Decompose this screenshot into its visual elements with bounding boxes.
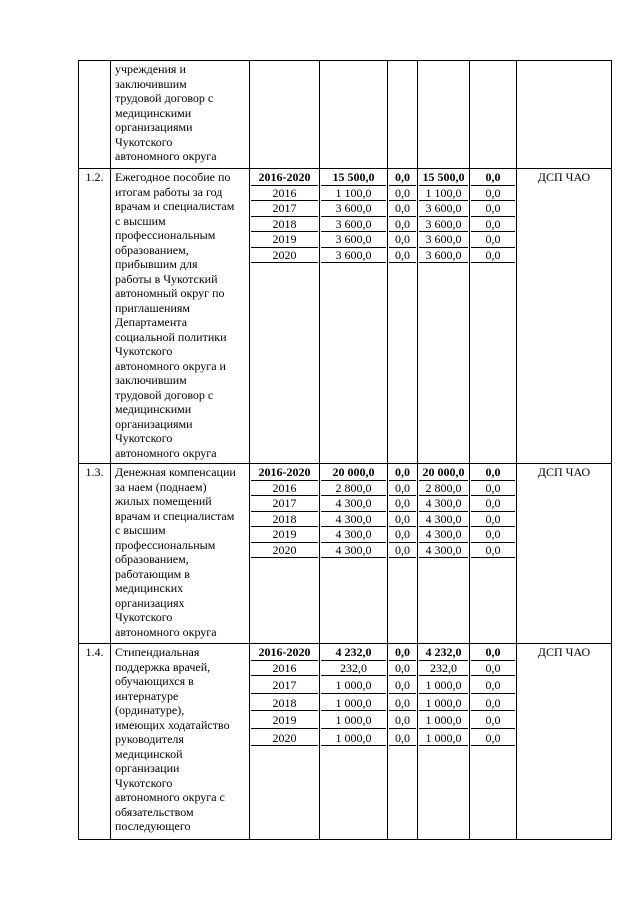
regional-cell: 4 300,0	[419, 527, 468, 543]
federal-cell: 0,0	[389, 170, 416, 186]
total-cell: 3 600,0	[321, 248, 386, 264]
year-cell: 2016	[251, 186, 318, 202]
federal-cell: 0,0	[389, 248, 416, 264]
executor: ДСП ЧАО	[517, 464, 612, 644]
name-line: медицинских	[115, 581, 184, 595]
federal-cell: 0,0	[389, 527, 416, 543]
name-line: Департамента	[115, 315, 188, 329]
name-line: интернатуре	[115, 688, 179, 703]
federal-cell: 0,0	[389, 217, 416, 233]
regional-cell: 20 000,0	[419, 465, 468, 481]
name-line: поддержка врачей,	[115, 659, 211, 674]
name-line: профессиональным	[115, 228, 216, 242]
federal-cell: 0,0	[389, 543, 416, 559]
other-cell: 0,0	[471, 186, 515, 202]
regional-cell: 232,0	[419, 661, 468, 677]
total-cell: 1 000,0	[321, 696, 386, 712]
years-col	[250, 61, 320, 169]
regional-cell: 4 300,0	[419, 496, 468, 512]
table-row	[79, 61, 612, 169]
year-cell: 2016	[251, 661, 318, 677]
name-line: работающим в	[115, 566, 190, 581]
name-line: автономного округа	[115, 445, 217, 460]
other-cell: 0,0	[471, 512, 515, 528]
federal-cell: 0,0	[389, 232, 416, 248]
other-cell: 0,0	[471, 713, 515, 729]
other-cell: 0,0	[471, 170, 515, 186]
name-line: медицинскими	[115, 402, 192, 416]
table-body	[79, 61, 612, 840]
regional-col	[418, 644, 470, 840]
total-cell: 4 300,0	[321, 496, 386, 512]
regional-cell: 1 000,0	[419, 696, 468, 712]
name-line: медицинскими	[115, 105, 192, 120]
name-line: медицинской	[115, 746, 183, 761]
regional-cell: 4 232,0	[419, 645, 468, 661]
name-line: организациями	[115, 416, 193, 431]
table-row	[79, 464, 612, 644]
federal-cell: 0,0	[389, 512, 416, 528]
name-line: жилых помещений	[115, 494, 212, 508]
other-cell: 0,0	[471, 661, 515, 677]
total-cell: 1 100,0	[321, 186, 386, 202]
total-cell: 232,0	[321, 661, 386, 677]
name-line: заключившим	[115, 76, 187, 91]
year-cell: 2020	[251, 543, 318, 559]
other-cell: 0,0	[471, 678, 515, 694]
other-col	[470, 644, 517, 840]
total-cell: 4 300,0	[321, 527, 386, 543]
name-line: врачам и специалистам	[115, 199, 235, 213]
executor: ДСП ЧАО	[517, 169, 612, 464]
year-cell: 2019	[251, 232, 318, 248]
federal-col	[388, 644, 418, 840]
other-cell: 0,0	[471, 527, 515, 543]
total-cell: 3 600,0	[321, 232, 386, 248]
other-cell: 0,0	[471, 201, 515, 217]
executor	[517, 61, 612, 169]
federal-cell: 0,0	[389, 496, 416, 512]
year-cell: 2019	[251, 527, 318, 543]
row-number: 1.2.	[79, 169, 111, 464]
total-col	[320, 464, 388, 644]
name-line: автономного округа	[115, 624, 217, 639]
name-line: руководителя	[115, 732, 184, 746]
table-row	[79, 644, 612, 840]
name-line: Чукотского	[115, 610, 173, 624]
name-line: трудовой договор с	[115, 387, 214, 402]
total-col	[320, 644, 388, 840]
year-cell: 2016-2020	[251, 465, 318, 481]
year-cell: 2020	[251, 248, 318, 264]
name-line: приглашениям	[115, 300, 190, 315]
name-line: Ежегодное пособие по	[115, 170, 231, 184]
row-number: 1.4.	[79, 644, 111, 840]
other-cell: 0,0	[471, 731, 515, 747]
name-line: последующего	[115, 819, 191, 833]
year-cell: 2020	[251, 731, 318, 747]
federal-col	[388, 464, 418, 644]
name-line: образованием,	[115, 552, 189, 566]
measure-name	[111, 61, 250, 169]
federal-cell: 0,0	[389, 481, 416, 497]
year-cell: 2017	[251, 201, 318, 217]
year-cell: 2018	[251, 696, 318, 712]
name-line: Чукотского	[115, 344, 173, 358]
total-col	[320, 169, 388, 464]
name-line: профессиональным	[115, 537, 216, 552]
federal-cell: 0,0	[389, 645, 416, 661]
name-line: Чукотского	[115, 775, 173, 790]
program-table	[78, 60, 612, 840]
regional-cell: 3 600,0	[419, 201, 468, 217]
name-line: социальной политики	[115, 329, 227, 344]
name-line: трудовой договор с	[115, 91, 214, 105]
name-line: с высшим	[115, 523, 166, 537]
executor: ДСП ЧАО	[517, 644, 612, 840]
other-cell: 0,0	[471, 465, 515, 481]
name-line: (ординатуре),	[115, 703, 185, 717]
federal-cell: 0,0	[389, 731, 416, 747]
name-line: врачам и специалистам	[115, 508, 235, 523]
name-line: Чукотского	[115, 134, 173, 149]
other-cell: 0,0	[471, 217, 515, 233]
regional-cell: 1 000,0	[419, 678, 468, 694]
years-col	[250, 169, 320, 464]
other-col	[470, 464, 517, 644]
name-line: итогам работы за год	[115, 184, 223, 199]
row-number	[79, 61, 111, 169]
federal-cell: 0,0	[389, 465, 416, 481]
name-line: прибывшим для	[115, 257, 198, 271]
other-cell: 0,0	[471, 696, 515, 712]
name-line: имеющих ходатайство	[115, 717, 230, 732]
row-number: 1.3.	[79, 464, 111, 644]
other-cell: 0,0	[471, 481, 515, 497]
other-cell: 0,0	[471, 248, 515, 264]
measure-name	[111, 464, 250, 644]
regional-cell: 4 300,0	[419, 512, 468, 528]
federal-cell: 0,0	[389, 678, 416, 694]
regional-cell: 1 000,0	[419, 731, 468, 747]
name-line: автономного округа и	[115, 358, 226, 373]
year-cell: 2016-2020	[251, 645, 318, 661]
year-cell: 2017	[251, 496, 318, 512]
federal-cell: 0,0	[389, 186, 416, 202]
years-col	[250, 644, 320, 840]
name-line: Денежная компенсации	[115, 465, 236, 479]
regional-col	[418, 61, 470, 169]
total-cell: 1 000,0	[321, 731, 386, 747]
name-line: за наем (поднаем)	[115, 479, 207, 494]
regional-col	[418, 464, 470, 644]
total-cell: 15 500,0	[321, 170, 386, 186]
measure-name	[111, 644, 250, 840]
name-line: организациями	[115, 120, 193, 134]
other-cell: 0,0	[471, 232, 515, 248]
total-cell: 3 600,0	[321, 217, 386, 233]
name-line: автономный округ по	[115, 286, 225, 300]
other-col	[470, 169, 517, 464]
year-cell: 2016-2020	[251, 170, 318, 186]
regional-col	[418, 169, 470, 464]
total-cell: 4 300,0	[321, 512, 386, 528]
federal-cell: 0,0	[389, 661, 416, 677]
name-line: заключившим	[115, 373, 187, 387]
total-cell: 1 000,0	[321, 678, 386, 694]
federal-cell: 0,0	[389, 201, 416, 217]
name-line: образованием,	[115, 242, 189, 257]
total-cell: 4 300,0	[321, 543, 386, 559]
other-col	[470, 61, 517, 169]
total-cell: 3 600,0	[321, 201, 386, 217]
regional-cell: 3 600,0	[419, 232, 468, 248]
regional-cell: 3 600,0	[419, 248, 468, 264]
federal-col	[388, 61, 418, 169]
federal-col	[388, 169, 418, 464]
total-cell: 1 000,0	[321, 713, 386, 729]
federal-cell: 0,0	[389, 713, 416, 729]
federal-cell: 0,0	[389, 696, 416, 712]
regional-cell: 15 500,0	[419, 170, 468, 186]
other-cell: 0,0	[471, 645, 515, 661]
regional-cell: 1 000,0	[419, 713, 468, 729]
total-cell: 2 800,0	[321, 481, 386, 497]
name-line: работы в Чукотский	[115, 271, 218, 286]
measure-name	[111, 169, 250, 464]
name-line: автономного округа с	[115, 790, 225, 804]
name-line: с высшим	[115, 213, 166, 228]
year-cell: 2017	[251, 678, 318, 694]
name-line: Стипендиальная	[115, 645, 200, 659]
year-cell: 2018	[251, 217, 318, 233]
other-cell: 0,0	[471, 543, 515, 559]
total-cell: 20 000,0	[321, 465, 386, 481]
name-line: организации	[115, 761, 180, 775]
other-cell: 0,0	[471, 496, 515, 512]
table-row	[79, 169, 612, 464]
year-cell: 2019	[251, 713, 318, 729]
total-col	[320, 61, 388, 169]
regional-cell: 2 800,0	[419, 481, 468, 497]
year-cell: 2018	[251, 512, 318, 528]
regional-cell: 4 300,0	[419, 543, 468, 559]
total-cell: 4 232,0	[321, 645, 386, 661]
years-col	[250, 464, 320, 644]
name-line: автономного округа	[115, 149, 217, 163]
name-line: обязательством	[115, 804, 194, 819]
regional-cell: 3 600,0	[419, 217, 468, 233]
name-line: Чукотского	[115, 431, 173, 445]
regional-cell: 1 100,0	[419, 186, 468, 202]
name-line: учреждения и	[115, 62, 186, 76]
name-line: обучающихся в	[115, 674, 194, 688]
name-line: организациях	[115, 595, 185, 610]
year-cell: 2016	[251, 481, 318, 497]
